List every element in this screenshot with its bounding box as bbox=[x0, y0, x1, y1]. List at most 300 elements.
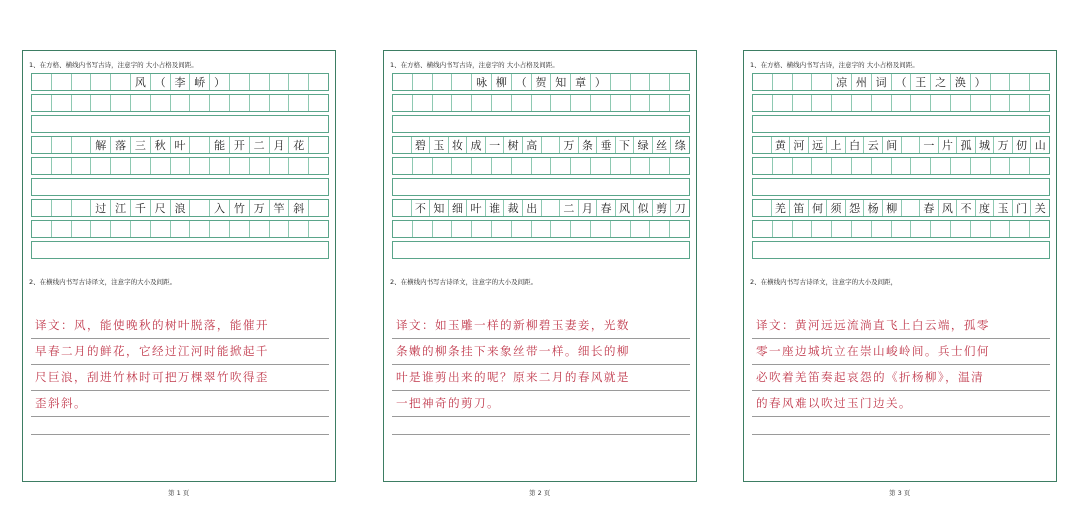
grid-cell bbox=[452, 158, 472, 174]
grid-cell bbox=[551, 221, 571, 237]
grid-cell bbox=[210, 221, 230, 237]
grid-cell bbox=[433, 74, 453, 90]
grid-cell: 条 bbox=[579, 137, 598, 153]
grid-cell: 开 bbox=[230, 137, 250, 153]
poem-grid bbox=[31, 73, 329, 259]
page-number: 第 3 页 bbox=[889, 489, 911, 497]
grid-cell: 裁 bbox=[504, 200, 523, 216]
grid-cell bbox=[650, 95, 670, 111]
grid-cell bbox=[111, 158, 131, 174]
grid-cell bbox=[72, 221, 92, 237]
grid-cell bbox=[52, 158, 72, 174]
grid-cell: 花 bbox=[289, 137, 309, 153]
grid-cell: 柳 bbox=[883, 200, 902, 216]
spacer-band bbox=[752, 115, 1050, 133]
grid-cell: 云 bbox=[864, 137, 883, 153]
grid-cell: 万 bbox=[994, 137, 1013, 153]
grid-cell bbox=[393, 95, 413, 111]
grid-cell bbox=[171, 221, 191, 237]
grid-cell bbox=[902, 200, 921, 216]
grid-cell: 杨 bbox=[864, 200, 883, 216]
grid-cell: 绿 bbox=[634, 137, 653, 153]
poem-grid bbox=[752, 73, 1050, 259]
grid-cell bbox=[571, 158, 591, 174]
grid-cell bbox=[309, 221, 328, 237]
grid-cell bbox=[812, 221, 832, 237]
grid-cell: 春 bbox=[597, 200, 616, 216]
grid-cell bbox=[413, 221, 433, 237]
grid-cell bbox=[250, 221, 270, 237]
grid-cell bbox=[32, 158, 52, 174]
grid-cell bbox=[753, 137, 772, 153]
grid-cell: 章 bbox=[571, 74, 591, 90]
practice-row bbox=[31, 220, 329, 238]
grid-cell bbox=[413, 74, 433, 90]
grid-cell bbox=[111, 74, 131, 90]
grid-cell: 孤 bbox=[957, 137, 976, 153]
grid-cell bbox=[393, 74, 413, 90]
translation-line: 必吹着羌笛奏起哀怨的《折杨柳》，温清 bbox=[752, 365, 1050, 391]
grid-cell: ） bbox=[210, 74, 230, 90]
grid-cell bbox=[492, 221, 512, 237]
grid-cell bbox=[551, 95, 571, 111]
grid-cell: 知 bbox=[430, 200, 449, 216]
grid-cell bbox=[190, 158, 210, 174]
grid-cell bbox=[631, 74, 651, 90]
grid-cell bbox=[32, 137, 52, 153]
grid-cell bbox=[151, 158, 171, 174]
grid-cell bbox=[793, 221, 813, 237]
grid-cell bbox=[542, 200, 561, 216]
grid-cell: 竹 bbox=[230, 200, 250, 216]
blank-line bbox=[31, 417, 329, 435]
grid-cell bbox=[650, 221, 670, 237]
grid-cell bbox=[91, 74, 111, 90]
grid-cell: ） bbox=[971, 74, 991, 90]
worksheet-page-2 bbox=[383, 50, 697, 482]
grid-cell bbox=[991, 95, 1011, 111]
grid-cell bbox=[670, 221, 689, 237]
grid-cell: 千 bbox=[131, 200, 151, 216]
grid-cell: 关 bbox=[1034, 202, 1046, 215]
grid-cell bbox=[532, 221, 552, 237]
grid-cell: 高 bbox=[523, 137, 542, 153]
grid-cell bbox=[131, 158, 151, 174]
grid-cell bbox=[171, 95, 191, 111]
translation-line: 条嫩的柳条挂下来象丝带一样。细长的柳 bbox=[392, 339, 690, 365]
translation-block bbox=[31, 313, 329, 435]
grid-cell bbox=[753, 221, 773, 237]
grid-cell bbox=[991, 158, 1011, 174]
grid-cell: （ bbox=[512, 74, 532, 90]
grid-cell bbox=[111, 221, 131, 237]
title-row bbox=[392, 73, 690, 91]
grid-cell: 落 bbox=[111, 137, 131, 153]
grid-cell bbox=[670, 95, 689, 111]
translation-line: 歪斜斜。 bbox=[31, 391, 329, 417]
worksheet-page-3 bbox=[743, 50, 1057, 482]
grid-cell: （ bbox=[151, 74, 171, 90]
grid-cell bbox=[532, 95, 552, 111]
grid-cell: 风 bbox=[939, 200, 958, 216]
grid-cell: 峤 bbox=[190, 74, 210, 90]
grid-cell bbox=[190, 95, 210, 111]
translation-line: 译文：如玉雕一样的新柳碧玉妻妾，光数 bbox=[392, 313, 690, 339]
grid-cell bbox=[210, 158, 230, 174]
grid-cell: 秋 bbox=[151, 137, 171, 153]
grid-cell bbox=[210, 95, 230, 111]
grid-cell bbox=[812, 74, 832, 90]
grid-cell bbox=[72, 137, 92, 153]
grid-cell: 剪 bbox=[653, 200, 672, 216]
grid-cell bbox=[773, 74, 793, 90]
grid-cell: 之 bbox=[931, 74, 951, 90]
grid-cell: 绦 bbox=[674, 139, 686, 152]
grid-cell: 山 bbox=[1034, 139, 1046, 152]
grid-cell bbox=[452, 74, 472, 90]
grid-cell: 尺 bbox=[151, 200, 171, 216]
grid-cell bbox=[951, 95, 971, 111]
grid-cell bbox=[289, 95, 309, 111]
grid-cell bbox=[591, 158, 611, 174]
grid-cell bbox=[91, 221, 111, 237]
grid-cell: ） bbox=[591, 74, 611, 90]
grid-cell bbox=[289, 221, 309, 237]
grid-cell bbox=[951, 221, 971, 237]
grid-cell: 州 bbox=[852, 74, 872, 90]
grid-cell: 万 bbox=[250, 200, 270, 216]
grid-cell bbox=[52, 221, 72, 237]
poem-line-2 bbox=[31, 199, 329, 217]
grid-cell bbox=[270, 74, 290, 90]
grid-cell: 王 bbox=[911, 74, 931, 90]
grid-cell bbox=[492, 95, 512, 111]
grid-cell bbox=[650, 74, 670, 90]
grid-cell: 玉 bbox=[430, 137, 449, 153]
grid-cell: 丝 bbox=[653, 137, 672, 153]
grid-cell bbox=[393, 221, 413, 237]
practice-row bbox=[752, 94, 1050, 112]
grid-cell bbox=[631, 221, 651, 237]
grid-cell: 仞 bbox=[1013, 137, 1032, 153]
grid-cell bbox=[72, 200, 92, 216]
grid-cell bbox=[852, 95, 872, 111]
grid-cell bbox=[1030, 158, 1049, 174]
grid-cell bbox=[793, 158, 813, 174]
grid-cell: 黄 bbox=[772, 137, 791, 153]
grid-cell: 片 bbox=[939, 137, 958, 153]
grid-cell: 度 bbox=[976, 200, 995, 216]
grid-cell bbox=[971, 95, 991, 111]
practice-row bbox=[752, 220, 1050, 238]
grid-cell bbox=[230, 221, 250, 237]
grid-cell bbox=[832, 95, 852, 111]
spacer-band bbox=[31, 178, 329, 196]
grid-cell: 一 bbox=[486, 137, 505, 153]
grid-cell bbox=[931, 158, 951, 174]
grid-cell bbox=[611, 95, 631, 111]
translation-block bbox=[752, 313, 1050, 435]
spacer-band bbox=[31, 115, 329, 133]
grid-cell bbox=[151, 221, 171, 237]
grid-cell bbox=[631, 95, 651, 111]
instruction-copy-poem: 1、在方格、横线内书写古诗，注意字的 大小占格及间距。 bbox=[750, 61, 919, 69]
grid-cell bbox=[911, 158, 931, 174]
grid-cell bbox=[230, 74, 250, 90]
grid-cell bbox=[190, 200, 210, 216]
grid-cell bbox=[309, 200, 328, 216]
grid-cell: 远 bbox=[809, 137, 828, 153]
grid-cell bbox=[190, 221, 210, 237]
grid-cell bbox=[571, 221, 591, 237]
translation-line: 早春二月的鲜花，它经过江河时能掀起千 bbox=[31, 339, 329, 365]
grid-cell bbox=[991, 221, 1011, 237]
grid-cell: 怨 bbox=[846, 200, 865, 216]
grid-cell bbox=[670, 158, 689, 174]
grid-cell: 凉 bbox=[832, 74, 852, 90]
grid-cell: 出 bbox=[523, 200, 542, 216]
grid-cell bbox=[551, 158, 571, 174]
title-row bbox=[752, 73, 1050, 91]
grid-cell bbox=[832, 221, 852, 237]
grid-cell: 笛 bbox=[790, 200, 809, 216]
grid-cell: 贺 bbox=[532, 74, 552, 90]
grid-cell bbox=[171, 158, 191, 174]
grid-cell bbox=[753, 200, 772, 216]
grid-cell bbox=[650, 158, 670, 174]
grid-cell bbox=[250, 158, 270, 174]
practice-row bbox=[392, 94, 690, 112]
grid-cell bbox=[52, 200, 72, 216]
grid-cell bbox=[250, 95, 270, 111]
grid-cell: 叶 bbox=[171, 137, 191, 153]
grid-cell: 不 bbox=[957, 200, 976, 216]
grid-cell bbox=[591, 221, 611, 237]
grid-cell bbox=[753, 95, 773, 111]
spacer-band bbox=[392, 178, 690, 196]
grid-cell bbox=[1030, 221, 1049, 237]
grid-cell bbox=[892, 95, 912, 111]
translation-line: 叶是谁剪出来的呢？原来二月的春风就是 bbox=[392, 365, 690, 391]
grid-cell: 过 bbox=[91, 200, 111, 216]
grid-cell bbox=[1010, 158, 1030, 174]
title-row bbox=[31, 73, 329, 91]
translation-line: 尺巨浪，刮进竹林时可把万棵翠竹吹得歪 bbox=[31, 365, 329, 391]
grid-cell: 万 bbox=[560, 137, 579, 153]
grid-cell bbox=[32, 200, 52, 216]
grid-cell bbox=[52, 137, 72, 153]
poem-line-2 bbox=[392, 199, 690, 217]
grid-cell: 羌 bbox=[772, 200, 791, 216]
grid-cell bbox=[72, 158, 92, 174]
grid-cell bbox=[72, 74, 92, 90]
grid-cell bbox=[452, 95, 472, 111]
grid-cell bbox=[289, 74, 309, 90]
worksheet-page-1 bbox=[22, 50, 336, 482]
grid-cell bbox=[1010, 95, 1030, 111]
grid-cell: 月 bbox=[579, 200, 598, 216]
grid-cell bbox=[270, 95, 290, 111]
grid-cell bbox=[591, 95, 611, 111]
grid-cell: 咏 bbox=[472, 74, 492, 90]
grid-cell: 树 bbox=[504, 137, 523, 153]
grid-cell: 知 bbox=[551, 74, 571, 90]
grid-cell bbox=[1010, 74, 1030, 90]
grid-cell: 词 bbox=[872, 74, 892, 90]
grid-cell bbox=[492, 158, 512, 174]
spacer-band bbox=[31, 241, 329, 259]
grid-cell: 涣 bbox=[951, 74, 971, 90]
grid-cell: 解 bbox=[91, 137, 111, 153]
grid-cell: 叶 bbox=[467, 200, 486, 216]
translation-line: 的春风难以吹过玉门边关。 bbox=[752, 391, 1050, 417]
grid-cell bbox=[911, 221, 931, 237]
translation-block bbox=[392, 313, 690, 435]
grid-cell bbox=[452, 221, 472, 237]
grid-cell bbox=[951, 158, 971, 174]
grid-cell: 二 bbox=[560, 200, 579, 216]
grid-cell bbox=[1010, 221, 1030, 237]
grid-cell: 不 bbox=[412, 200, 431, 216]
grid-cell bbox=[131, 95, 151, 111]
grid-cell bbox=[309, 158, 328, 174]
grid-cell bbox=[32, 221, 52, 237]
spacer-band bbox=[752, 178, 1050, 196]
poem-line-2 bbox=[752, 199, 1050, 217]
grid-cell bbox=[971, 158, 991, 174]
practice-row bbox=[31, 94, 329, 112]
grid-cell bbox=[753, 74, 773, 90]
grid-cell bbox=[832, 158, 852, 174]
grid-cell bbox=[571, 95, 591, 111]
grid-cell bbox=[433, 95, 453, 111]
grid-cell: 二 bbox=[250, 137, 270, 153]
grid-cell: 须 bbox=[827, 200, 846, 216]
practice-row bbox=[31, 157, 329, 175]
grid-cell bbox=[773, 95, 793, 111]
grid-cell bbox=[91, 158, 111, 174]
grid-cell: 斜 bbox=[289, 200, 309, 216]
grid-cell bbox=[52, 95, 72, 111]
grid-cell bbox=[472, 158, 492, 174]
grid-cell: 细 bbox=[449, 200, 468, 216]
grid-cell bbox=[911, 95, 931, 111]
spacer-band bbox=[392, 241, 690, 259]
grid-cell: 竿 bbox=[270, 200, 290, 216]
grid-cell: 浪 bbox=[171, 200, 191, 216]
grid-cell bbox=[611, 74, 631, 90]
translation-line: 零一座边城坑立在崇山峻岭间。兵士们何 bbox=[752, 339, 1050, 365]
poem-line-1 bbox=[31, 136, 329, 154]
grid-cell: 成 bbox=[467, 137, 486, 153]
grid-cell bbox=[1030, 95, 1049, 111]
grid-cell bbox=[270, 221, 290, 237]
translation-line: 译文：黄河远远流淌直飞上白云端，孤零 bbox=[752, 313, 1050, 339]
grid-cell bbox=[991, 74, 1011, 90]
grid-cell bbox=[793, 74, 813, 90]
grid-cell: 入 bbox=[210, 200, 230, 216]
grid-cell: 间 bbox=[883, 137, 902, 153]
grid-cell: 妆 bbox=[449, 137, 468, 153]
grid-cell: 何 bbox=[809, 200, 828, 216]
grid-cell bbox=[931, 221, 951, 237]
grid-cell bbox=[512, 221, 532, 237]
grid-cell bbox=[872, 95, 892, 111]
grid-cell bbox=[872, 221, 892, 237]
practice-row bbox=[392, 220, 690, 238]
grid-cell: 垂 bbox=[597, 137, 616, 153]
grid-cell bbox=[309, 95, 328, 111]
grid-cell bbox=[131, 221, 151, 237]
grid-cell bbox=[852, 221, 872, 237]
translation-line: 译文：风，能使晚秋的树叶脱落，能催开 bbox=[31, 313, 329, 339]
grid-cell bbox=[793, 95, 813, 111]
grid-cell bbox=[393, 137, 412, 153]
spacer-band bbox=[752, 241, 1050, 259]
grid-cell bbox=[892, 158, 912, 174]
grid-cell bbox=[230, 158, 250, 174]
grid-cell: 能 bbox=[210, 137, 230, 153]
grid-cell bbox=[309, 74, 328, 90]
grid-cell bbox=[872, 158, 892, 174]
translation-line: 一把神奇的剪刀。 bbox=[392, 391, 690, 417]
grid-cell: 下 bbox=[616, 137, 635, 153]
grid-cell: 三 bbox=[131, 137, 151, 153]
grid-cell bbox=[111, 95, 131, 111]
instruction-copy-poem: 1、在方格、横线内书写古诗，注意字的 大小占格及间距。 bbox=[29, 61, 198, 69]
grid-cell bbox=[270, 158, 290, 174]
poem-line-1 bbox=[392, 136, 690, 154]
grid-cell bbox=[971, 221, 991, 237]
grid-cell bbox=[52, 74, 72, 90]
grid-cell bbox=[812, 95, 832, 111]
grid-cell: 江 bbox=[111, 200, 131, 216]
grid-cell bbox=[151, 95, 171, 111]
grid-cell bbox=[433, 221, 453, 237]
instruction-copy-translation: 2、在横线内书写古诗译文，注意字的大小及间距。 bbox=[390, 278, 538, 286]
poem-line-1 bbox=[752, 136, 1050, 154]
grid-cell bbox=[852, 158, 872, 174]
page-number: 第 1 页 bbox=[168, 489, 190, 497]
grid-cell bbox=[230, 95, 250, 111]
instruction-copy-translation: 2、在横线内书写古诗译文，注意字的大小及间距， bbox=[750, 278, 898, 286]
grid-cell bbox=[931, 95, 951, 111]
grid-cell bbox=[32, 95, 52, 111]
grid-cell: 一 bbox=[920, 137, 939, 153]
grid-cell: （ bbox=[892, 74, 912, 90]
grid-cell bbox=[433, 158, 453, 174]
grid-cell: 玉 bbox=[994, 200, 1013, 216]
grid-cell: 月 bbox=[270, 137, 290, 153]
grid-cell bbox=[309, 137, 328, 153]
spacer-band bbox=[392, 115, 690, 133]
grid-cell bbox=[773, 158, 793, 174]
grid-cell bbox=[512, 95, 532, 111]
grid-cell bbox=[32, 74, 52, 90]
grid-cell bbox=[289, 158, 309, 174]
grid-cell bbox=[812, 158, 832, 174]
grid-cell: 似 bbox=[634, 200, 653, 216]
grid-cell: 柳 bbox=[492, 74, 512, 90]
grid-cell bbox=[413, 158, 433, 174]
grid-cell bbox=[532, 158, 552, 174]
grid-cell bbox=[1030, 74, 1049, 90]
grid-cell: 春 bbox=[920, 200, 939, 216]
grid-cell bbox=[670, 74, 689, 90]
grid-cell: 风 bbox=[131, 74, 151, 90]
grid-cell: 河 bbox=[790, 137, 809, 153]
instruction-copy-poem: 1、在方格、横线内书写古诗，注意字的 大小占格及间距。 bbox=[390, 61, 559, 69]
